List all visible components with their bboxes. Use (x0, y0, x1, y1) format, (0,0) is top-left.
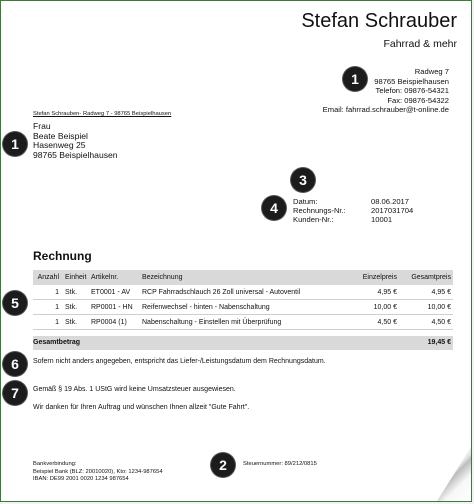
meta-value: 08.06.2017 (371, 197, 410, 206)
recipient-line: Beate Beispiel (33, 130, 88, 141)
note-tax: Gemäß § 19 Abs. 1 UStG wird keine Umsatzsteuer ausgewiesen. (33, 386, 236, 393)
meta-label: Datum: (293, 197, 318, 206)
recipient-address (33, 122, 118, 160)
annotation-badge-7: 7 (3, 381, 27, 405)
cell-unit: Stk. (65, 289, 78, 296)
cell-total: 4,50 € (431, 319, 451, 326)
phone-line: Telefon: 09876-54321 (375, 86, 449, 96)
recipient-line: Hasenweg 25 (33, 140, 86, 151)
cell-description: RCP Fahrradschlauch 26 Zoll universal - Autoventil (142, 289, 301, 296)
cell-article: ET0001 - AV (91, 289, 131, 296)
meta-value: 2017031704 (371, 206, 414, 215)
cell-unit: Stk. (65, 319, 78, 326)
meta-value: 10001 (371, 215, 393, 224)
cell-article: RP0001 - HN (91, 304, 133, 311)
sender-return-line: Stefan Schrauben- Radweg 7 - 98765 Beispielhausen (33, 111, 172, 117)
header-qty: Anzahl (37, 274, 59, 281)
bank-line: Beispiel Bank (BLZ: 20010020), Kto: 1234-987654 (33, 468, 163, 475)
table-row (33, 315, 453, 330)
total-value: 19,45 € (427, 339, 451, 346)
footer-bank (33, 461, 163, 484)
annotation-badge-2: 2 (211, 453, 235, 477)
total-label: Gesamtbetrag (33, 339, 81, 346)
meta-label: Kunden-Nr.: (293, 215, 334, 224)
header-description: Bezeichnung (142, 274, 183, 281)
table-row (33, 285, 453, 300)
annotation-badge-3: 3 (291, 168, 315, 192)
document-title: Rechnung (33, 249, 92, 263)
header-unit-price: Einzelpreis (362, 274, 397, 281)
page-curl (437, 447, 471, 501)
note-thanks: Wir danken für Ihren Auftrag und wünschen Ihnen allzeit "Gute Fahrt". (33, 404, 250, 411)
company-name: Stefan Schrauber (301, 10, 457, 32)
cell-qty: 1 (55, 289, 59, 296)
table-header (33, 270, 453, 285)
annotation-badge-5: 5 (3, 291, 27, 315)
total-row (33, 336, 453, 350)
company-address (323, 67, 449, 115)
note-delivery-date: Sofern nicht anders angegeben, entspricht das Liefer-/Leistungsdatum dem Rechnungsdatum. (33, 358, 326, 365)
header-unit: Einheit (65, 274, 87, 281)
cell-unit-price: 4,50 € (377, 319, 397, 326)
cell-qty: 1 (55, 319, 59, 326)
cell-qty: 1 (55, 304, 59, 311)
fax-line: Fax: 09876-54322 (387, 95, 449, 105)
recipient-line: 98765 Beispielhausen (33, 149, 118, 160)
invoice-table (33, 270, 453, 350)
cell-description: Nabenschaltung - Einstellen mit Überprüfung (142, 319, 282, 326)
header-total: Gesamtpreis (411, 274, 451, 281)
company-tagline: Fahrrad & mehr (383, 38, 457, 50)
header-article: Artikelnr. (91, 274, 119, 281)
cell-description: Reifenwechsel - hinten - Nabenschaltung (142, 304, 270, 311)
email-line: Email: fahrrad.schrauber@t-online.de (322, 105, 449, 115)
table-row (33, 300, 453, 315)
address-line: 98765 Beispielhausen (374, 76, 449, 86)
footer-tax-number: Steuernummer: 89/212/0815 (243, 461, 317, 467)
annotation-badge-1: 1 (3, 132, 27, 156)
annotation-badge-4: 4 (262, 196, 286, 220)
cell-unit-price: 4,95 € (377, 289, 397, 296)
cell-total: 4,95 € (431, 289, 451, 296)
meta-label: Rechnungs-Nr.: (293, 206, 346, 215)
bank-line: IBAN: DE99 2001 0020 1234 987654 (33, 476, 129, 483)
address-line: Radweg 7 (414, 67, 449, 76)
cell-total: 10,00 € (427, 304, 451, 311)
cell-article: RP0004 (1) (91, 319, 127, 326)
annotation-badge-6: 6 (3, 352, 27, 376)
recipient-line: Frau (33, 121, 51, 131)
annotation-badge-1: 1 (343, 67, 367, 91)
cell-unit-price: 10,00 € (373, 304, 397, 311)
bank-line: Bankverbindung: (33, 461, 77, 467)
cell-unit: Stk. (65, 304, 78, 311)
